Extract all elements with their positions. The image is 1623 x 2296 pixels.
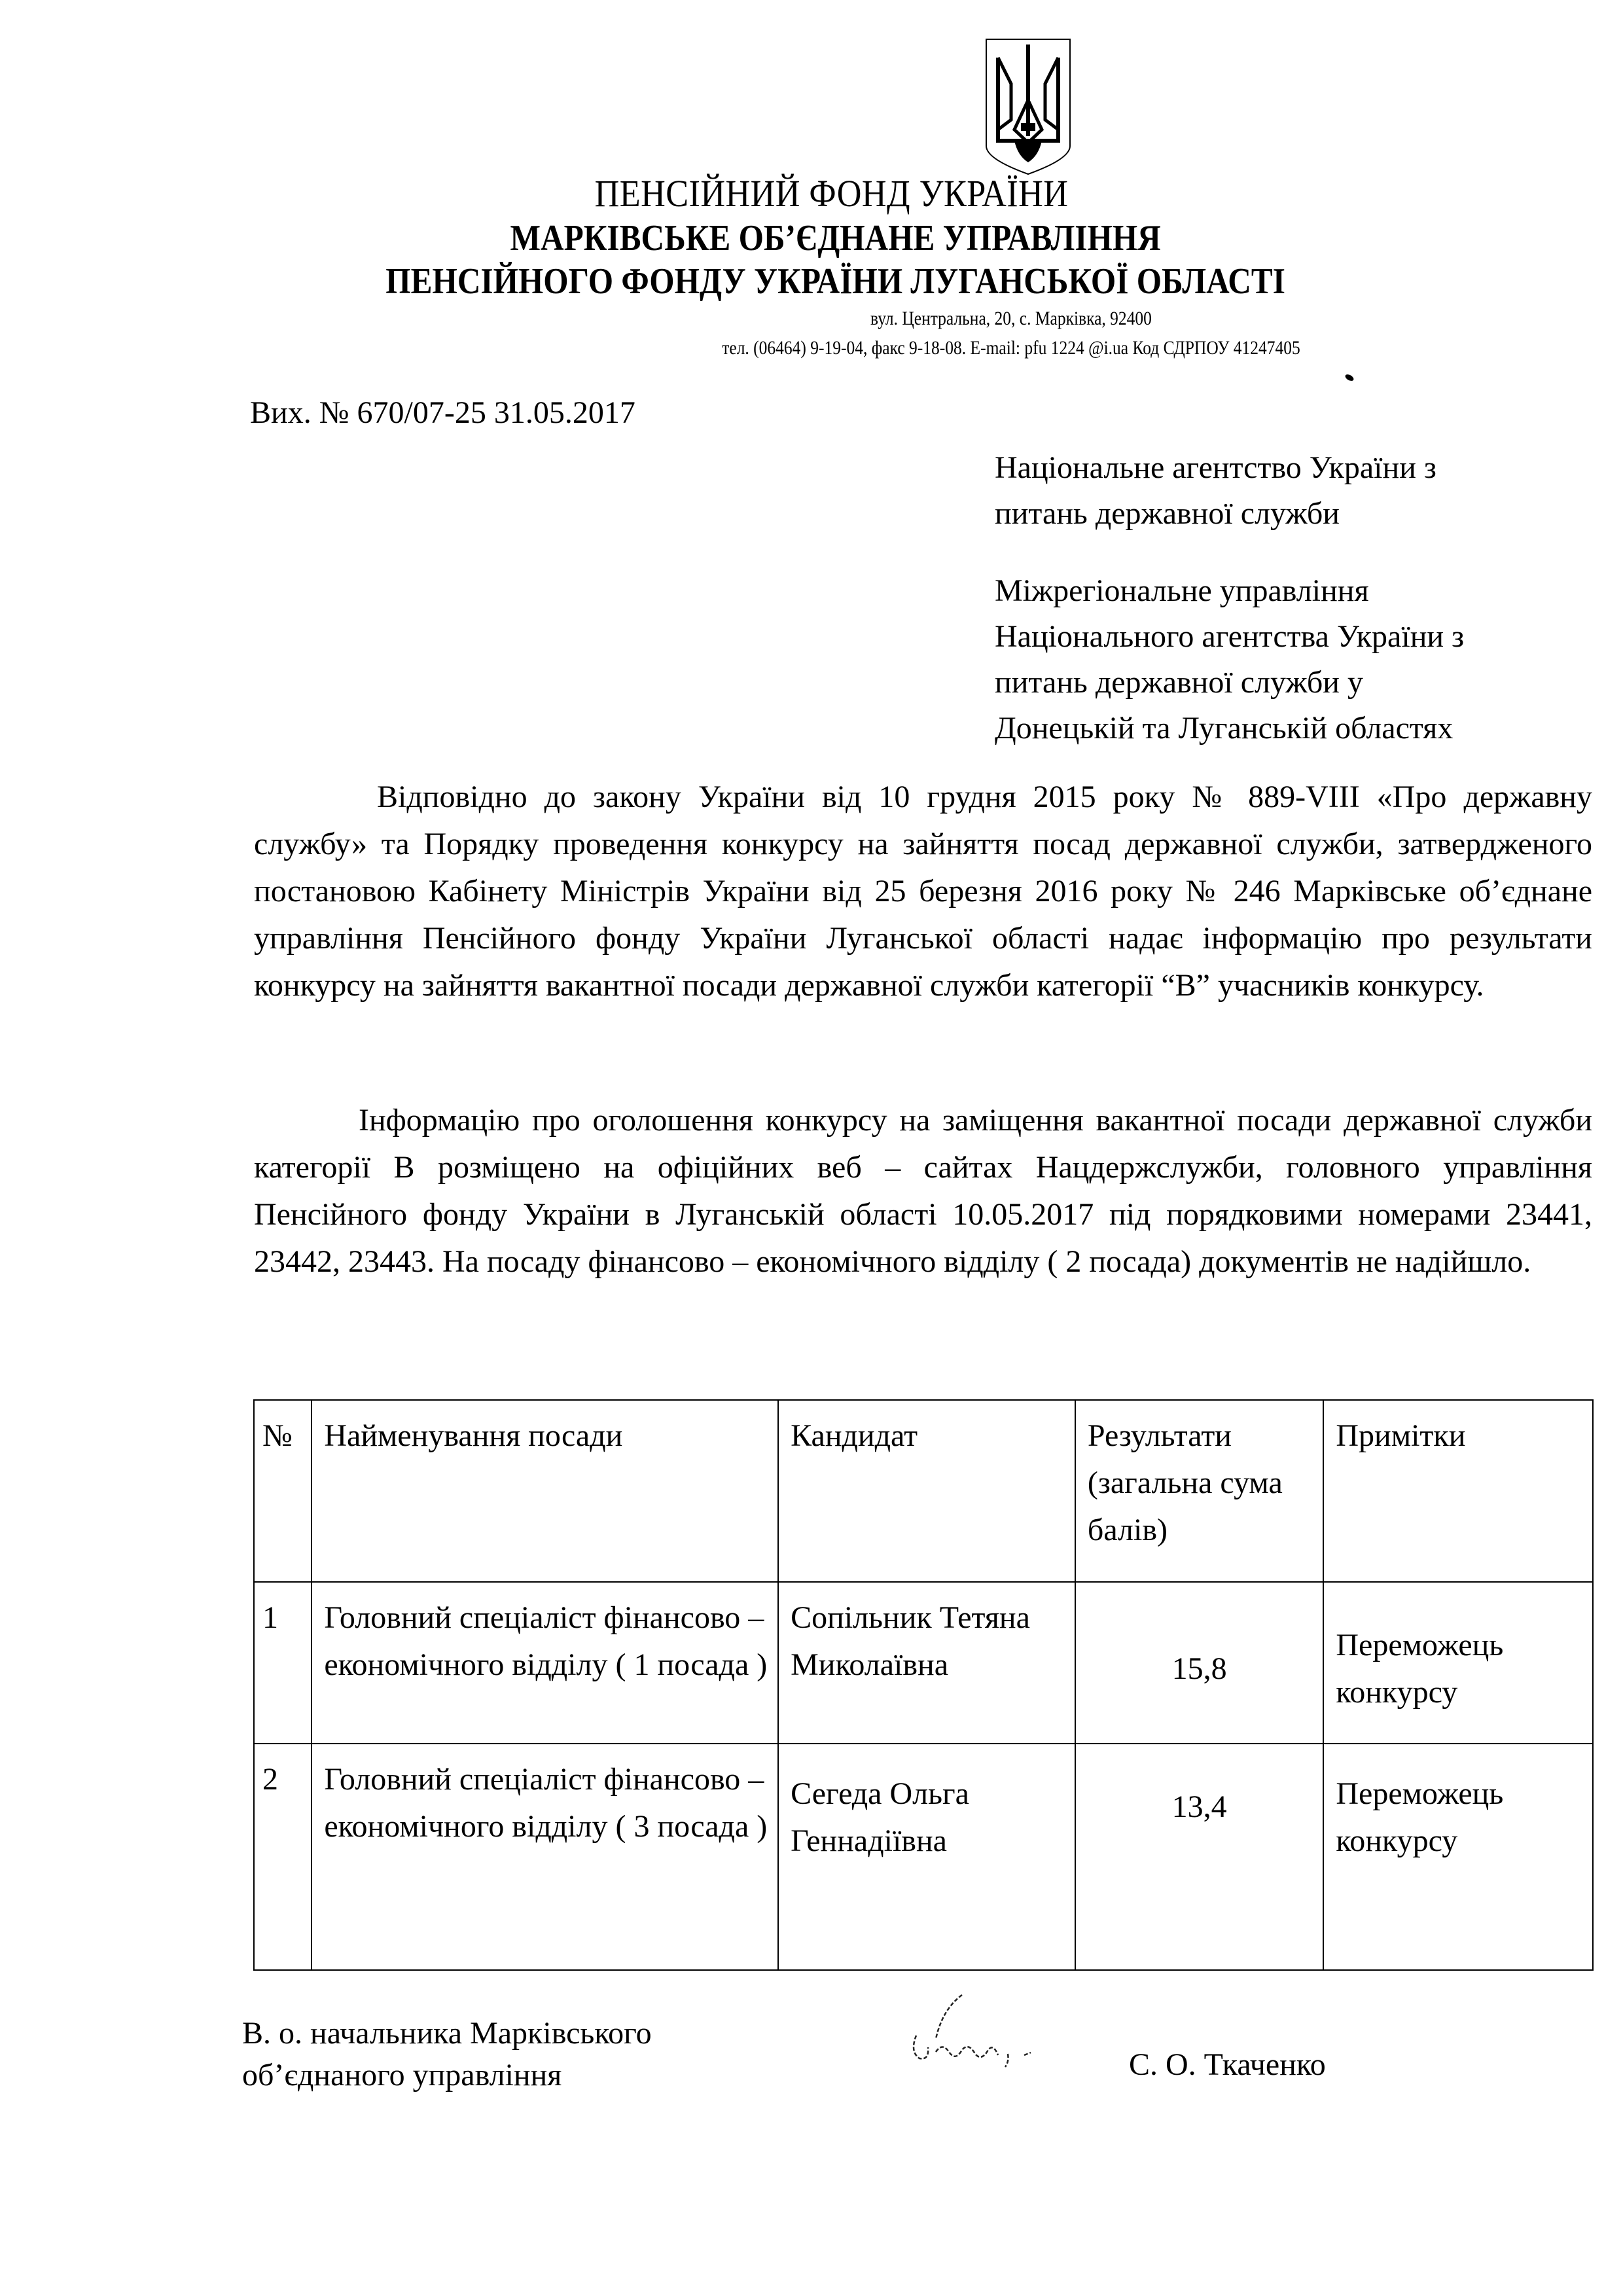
department-name-line1: МАРКІВСЬКЕ ОБ’ЄДНАНЕ УПРАВЛІННЯ	[510, 218, 1161, 259]
recipient-line: питань державної служби	[995, 496, 1340, 531]
row-position: Головний спеціаліст фінансово – економічного відділу ( 1 посада )	[312, 1582, 778, 1744]
recipient-line: Національного агентства України з	[995, 619, 1465, 654]
scan-speck	[1344, 373, 1355, 382]
row-position: Головний спеціаліст фінансово – економічного відділу ( 3 посада )	[312, 1744, 778, 1970]
row-candidate: Сегеда Ольга Геннадіївна	[778, 1744, 1075, 1970]
row-num: 1	[254, 1582, 312, 1744]
row-note: Переможець конкурсу	[1323, 1744, 1593, 1970]
header-position: Найменування посади	[312, 1400, 778, 1582]
header-num: №	[254, 1400, 312, 1582]
row-candidate: Сопільник Тетяна Миколаївна	[778, 1582, 1075, 1744]
organization-name: ПЕНСІЙНИЙ ФОНД УКРАЇНИ	[594, 172, 1069, 215]
recipient-block-1	[995, 445, 1436, 537]
recipient-line: питань державної служби у	[995, 665, 1363, 700]
table-header-row	[254, 1400, 1593, 1582]
signatory-title-line: В. о. начальника Марківського	[242, 2016, 652, 2051]
row-num: 2	[254, 1744, 312, 1970]
row-score: 15,8	[1075, 1582, 1323, 1744]
recipient-block-2	[995, 568, 1464, 751]
address: вул. Центральна, 20, с. Марківка, 92400	[870, 308, 1152, 329]
table-row	[254, 1582, 1593, 1744]
recipient-line: Міжрегіональне управління	[995, 573, 1369, 608]
row-note: Переможець конкурсу	[1323, 1582, 1593, 1744]
contacts: тел. (06464) 9-19-04, факс 9-18-08. E-mail: pfu 1224 @i.ua Код СДРПОУ 41247405	[722, 337, 1300, 359]
handwritten-signature-icon	[890, 1990, 1060, 2088]
header-notes: Примітки	[1323, 1400, 1593, 1582]
recipient-line: Донецькій та Луганській областях	[995, 711, 1454, 745]
results-table	[253, 1399, 1594, 1971]
signatory-title	[242, 2013, 652, 2096]
body-paragraph-1: Відповідно до закону України від 10 грудня 2015 року № 889-VIII «Про державну службу» та Порядку проведення конкурсу на зайняття посад державної служби, затвердженого постановою Кабінету Міністрів України від 25 березня 2016 року № 246 Марківське об’єднане управління Пенсійного фонду України Луганської області надає інформацію про результати конкурсу на зайняття вакантної посади державної служби категорії “В” учасників конкурсу.	[254, 780, 1592, 1003]
department-name-line2: ПЕНСІЙНОГО ФОНДУ УКРАЇНИ ЛУГАНСЬКОЇ ОБЛАСТІ	[385, 261, 1285, 302]
signatory-title-line: об’єднаного управління	[242, 2058, 562, 2092]
header-candidate: Кандидат	[778, 1400, 1075, 1582]
signatory-name: С. О. Ткаченко	[1129, 2047, 1326, 2082]
recipient-line: Національне агентство України з	[995, 450, 1436, 485]
header-results: Результати (загальна сума балів)	[1075, 1400, 1323, 1582]
table-row	[254, 1744, 1593, 1970]
outgoing-number: Вих. № 670/07-25 31.05.2017	[250, 395, 635, 430]
ukraine-trident-emblem-icon	[985, 38, 1071, 175]
row-score: 13,4	[1075, 1744, 1323, 1970]
body-paragraph-2: Інформацію про оголошення конкурсу на заміщення вакантної посади державної служби категорії В розміщено на офіційних веб – сайтах Нацдержслужби, головного управління Пенсійного фонду України в Луганській області 10.05.2017 під порядковими номерами 23441, 23442, 23443. На посаду фінансово – економічного відділу ( 2 посада) документів не надійшло.	[254, 1103, 1592, 1279]
